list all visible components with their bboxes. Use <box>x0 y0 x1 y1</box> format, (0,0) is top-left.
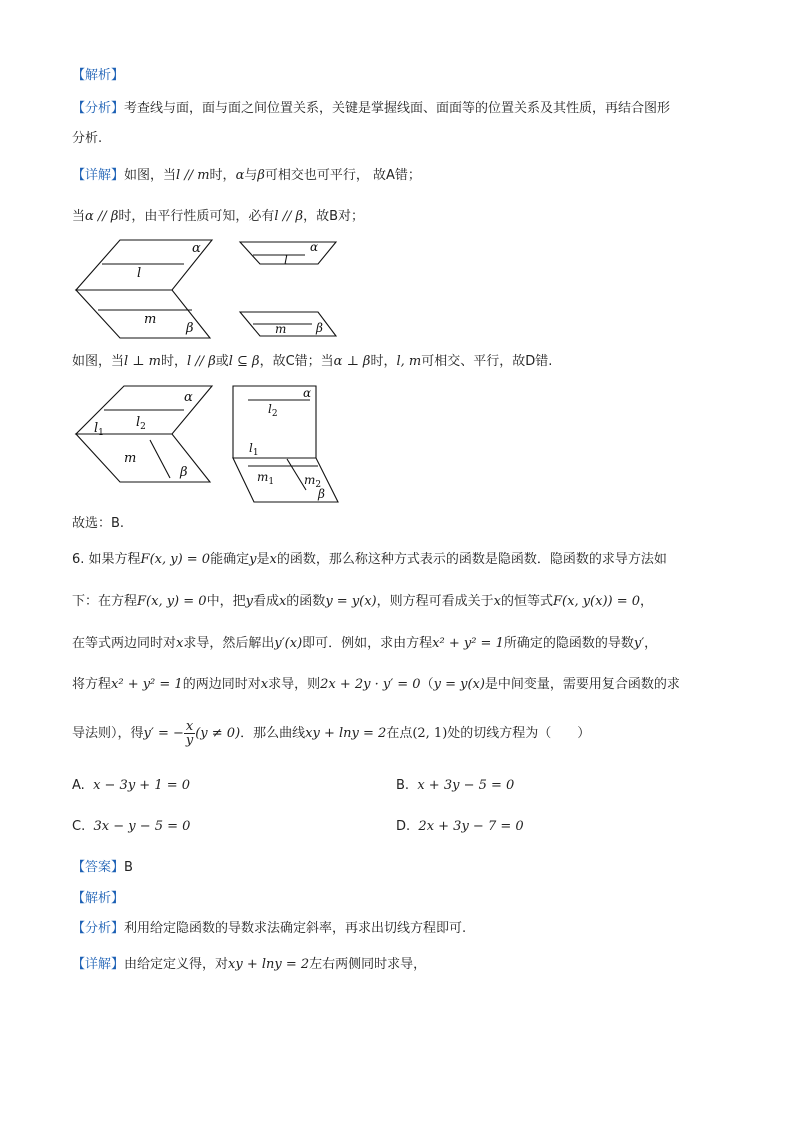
text: 或 <box>215 354 229 369</box>
option-c[interactable] <box>72 819 190 834</box>
option-d[interactable] <box>396 819 524 834</box>
n: x <box>184 720 195 734</box>
text: 将方程 <box>72 677 112 692</box>
label-m-2: m <box>275 322 287 336</box>
l1-sub: 1 <box>98 428 104 438</box>
d: y <box>185 733 194 748</box>
math-l-sub-beta: l ⊆ β <box>228 354 260 369</box>
math: x − 3y + 1 = 0 <box>93 778 191 793</box>
detail-tag: 【详解】 <box>72 168 125 183</box>
math: 2x + 3y − 7 = 0 <box>418 819 524 834</box>
text: B. <box>396 778 410 793</box>
detail-line-1 <box>72 166 421 186</box>
q6-analysis-tag: 【分析】 <box>72 921 125 936</box>
math: (2, 1) <box>412 726 448 741</box>
math-alpha-perp-beta: α ⊥ β <box>333 354 371 369</box>
text: 时， <box>370 354 397 369</box>
fig2-l1 <box>94 421 104 438</box>
text: 与 <box>244 168 258 183</box>
text: 下：在方程 <box>72 594 138 609</box>
analysis-line-1 <box>72 99 670 119</box>
math: x <box>269 552 277 567</box>
m2-base: m <box>304 473 316 487</box>
detail-line-3 <box>72 352 552 372</box>
text: 的函数 <box>286 594 326 609</box>
q6-detail <box>72 955 426 975</box>
math-alpha: α <box>235 168 245 183</box>
q6-line-3 <box>72 634 657 654</box>
text: 6. 如果方程 <box>72 552 141 567</box>
text: 导法则），得 <box>72 726 144 741</box>
math: y′ = − <box>143 726 184 741</box>
l2b-base: l <box>268 402 272 416</box>
math: F(x, y(x)) = 0 <box>553 594 641 609</box>
text: 时， <box>161 354 188 369</box>
fig2b-m1 <box>257 470 274 487</box>
fraction <box>184 720 195 747</box>
l1b-sub: 1 <box>252 448 259 458</box>
text: 所确定的隐函数的导数 <box>503 636 634 651</box>
text: 由给定定义得，对 <box>124 957 229 972</box>
m1-base: m <box>257 470 269 484</box>
math: x <box>493 594 501 609</box>
text: 在点 <box>386 726 413 741</box>
text: 处的切线方程为（ ） <box>447 726 591 741</box>
text: 是中间变量，需要用复合函数的求 <box>484 677 680 692</box>
fig2b-l1 <box>249 441 259 458</box>
q6-jiexi-heading: 【解析】 <box>72 891 125 906</box>
text: ．那么曲线 <box>240 726 306 741</box>
text: 如图，当 <box>124 168 177 183</box>
math: xy + lny = 2 <box>305 726 387 741</box>
math: F(x, y) = 0 <box>137 594 207 609</box>
l2-sub: 2 <box>140 422 146 432</box>
text: 时， <box>209 168 236 183</box>
text: 的恒等式 <box>501 594 554 609</box>
math-l-par-beta: l // β <box>274 209 304 224</box>
fig2b-beta: β <box>318 487 325 501</box>
detail-line-2 <box>72 207 364 227</box>
math: y = y(x) <box>325 594 377 609</box>
math: x <box>278 594 287 609</box>
q6-line-2 <box>72 592 653 612</box>
math-beta: β <box>257 168 265 183</box>
text: 求导，则 <box>268 677 321 692</box>
text: C. <box>72 819 86 834</box>
text: A. <box>72 778 85 793</box>
choice-conclusion: 故选：B. <box>72 516 125 531</box>
text: 能确定 <box>210 552 250 567</box>
label-m: m <box>144 312 157 327</box>
text: ， <box>644 636 658 651</box>
text: 求导，然后解出 <box>183 636 275 651</box>
math: x² + y² = 1 <box>432 636 504 651</box>
text: （ <box>420 677 434 692</box>
q6-line-4 <box>72 675 680 695</box>
text: 利用给定隐函数的导数求法确定斜率，再求出切线方程即可. <box>124 921 467 936</box>
math-l-perp-m: l ⊥ m <box>124 354 161 369</box>
math: x² + y² = 1 <box>111 677 183 692</box>
math: F(x, y) = 0 <box>140 552 211 567</box>
label-beta: β <box>186 321 194 336</box>
answer-tag: 【答案】 <box>72 860 125 875</box>
math-l-par-m: l // m <box>176 168 210 183</box>
q6-analysis <box>72 919 466 939</box>
jiexi-heading: 【解析】 <box>72 68 125 83</box>
text: 在等式两边同时对 <box>72 636 177 651</box>
text: 时，由平行性质可知，必有 <box>118 209 275 224</box>
label-alpha: α <box>192 241 201 256</box>
math: x + 3y − 5 = 0 <box>417 778 515 793</box>
math: x <box>260 677 269 692</box>
text: ，则方程可看成关于 <box>376 594 494 609</box>
m1-sub: 1 <box>268 477 275 487</box>
text: ， <box>640 594 654 609</box>
text: D. <box>396 819 411 834</box>
m2-sub: 2 <box>315 480 322 490</box>
text: 即可．例如，求由方程 <box>302 636 433 651</box>
q6-detail-tag: 【详解】 <box>72 957 125 972</box>
q6-line-1 <box>72 550 667 570</box>
label-alpha-2: α <box>310 240 319 254</box>
text: 左右两侧同时求导， <box>309 957 427 972</box>
label-beta-2: β <box>316 321 323 335</box>
fig2-beta: β <box>180 465 188 480</box>
fig2-l2 <box>136 415 146 432</box>
figure-planes-2 <box>70 382 370 506</box>
l2b-sub: 2 <box>271 409 278 419</box>
math: y <box>249 552 257 567</box>
analysis-text: 考查线与面，面与面之间位置关系，关键是掌握线面、面面等的位置关系及其性质，再结合图形 <box>124 101 671 116</box>
label-l: l <box>137 266 142 281</box>
q6-line-5 <box>72 718 590 750</box>
math: 2x + 2y · y′ = 0 <box>320 677 421 692</box>
text: 看成 <box>252 594 279 609</box>
analysis-line-2: 分析. <box>72 131 103 146</box>
fig2-alpha: α <box>184 390 193 405</box>
l1b-base: l <box>249 441 253 455</box>
math-l-par-beta-2: l // β <box>187 354 216 369</box>
text: ，故B对； <box>303 209 364 224</box>
fig2-m: m <box>124 451 137 466</box>
label-l-2: l <box>284 253 288 267</box>
math: y = y(x) <box>433 677 485 692</box>
math: xy + lny = 2 <box>228 957 310 972</box>
l1-base: l <box>94 421 99 436</box>
text: 可相交也可平行， 故A错； <box>264 168 421 183</box>
math: y′ <box>633 636 645 651</box>
math-lm: l, m <box>396 354 422 369</box>
text: 中，把 <box>206 594 246 609</box>
text: 是 <box>256 552 270 567</box>
text: 的两边同时对 <box>182 677 261 692</box>
text: ，故C错；当 <box>259 354 334 369</box>
answer-line <box>72 858 133 878</box>
analysis-tag: 【分析】 <box>72 101 125 116</box>
text: 如图，当 <box>72 354 125 369</box>
answer-value: B <box>124 860 133 875</box>
math: y′(x) <box>274 636 303 651</box>
figure-planes-1 <box>70 236 360 346</box>
fig2b-alpha: α <box>303 386 312 400</box>
option-a[interactable] <box>72 778 190 793</box>
math: x <box>176 636 184 651</box>
option-b[interactable] <box>396 778 514 793</box>
text: 可相交、平行，故D错. <box>421 354 553 369</box>
math: 3x − y − 5 = 0 <box>93 819 191 834</box>
text: 的函数，那么称这种方式表示的函数是隐函数．隐函数的求导方法如 <box>276 552 667 567</box>
math: y <box>245 594 253 609</box>
l2-base: l <box>136 415 141 430</box>
math: (y ≠ 0) <box>195 726 241 741</box>
text: 当 <box>72 209 86 224</box>
math-alpha-par-beta: α // β <box>85 209 119 224</box>
fig2b-l2 <box>268 402 278 419</box>
